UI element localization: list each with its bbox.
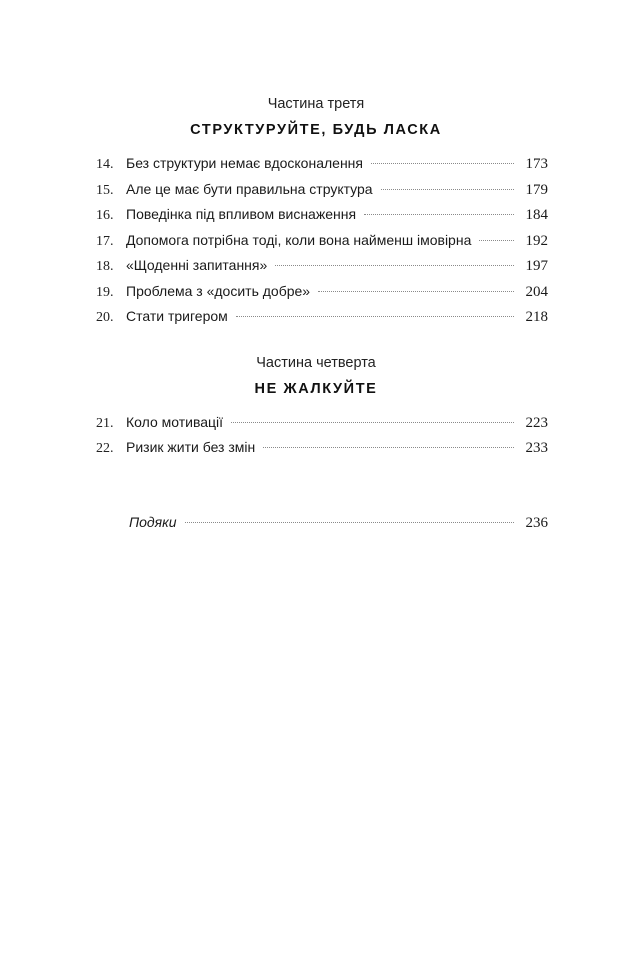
page-number: 223 [525, 415, 548, 431]
page-number: 233 [525, 440, 548, 456]
part-label: Частина третя [267, 96, 365, 112]
chapter-number: 20. [96, 310, 114, 325]
toc-entry[interactable] [96, 155, 548, 175]
page-number: 236 [525, 515, 548, 531]
part-title: СТРУКТУРУЙТЕ, БУДЬ ЛАСКА [190, 122, 442, 138]
chapter-number: 21. [96, 416, 114, 431]
chapter-title: Допомога потрібна тоді, коли вона найменш імовірна [126, 232, 472, 248]
dot-leader [236, 315, 514, 317]
toc-entry[interactable] [96, 283, 548, 303]
chapter-number: 22. [96, 441, 114, 456]
toc-entry-acknowledgements[interactable] [96, 514, 548, 534]
acknowledgements-title: Подяки [129, 514, 177, 530]
chapter-number: 15. [96, 183, 114, 198]
dot-leader [364, 213, 514, 215]
toc-entry[interactable] [96, 181, 548, 201]
toc-entry[interactable] [96, 414, 548, 434]
chapter-number: 18. [96, 259, 114, 274]
page-number: 197 [525, 258, 548, 274]
toc-entry[interactable] [96, 308, 548, 328]
page-number: 173 [525, 156, 548, 172]
page-number: 192 [525, 233, 548, 249]
page-number: 204 [525, 284, 548, 300]
toc-entry[interactable] [96, 257, 548, 277]
chapter-number: 16. [96, 208, 114, 223]
dot-leader [231, 421, 514, 423]
chapter-title: Проблема з «досить добре» [126, 283, 311, 299]
page-number: 218 [525, 309, 548, 325]
toc-entry[interactable] [96, 232, 548, 252]
chapter-title: «Щоденні запитання» [126, 257, 268, 273]
chapter-title: Але це має бути правильна структура [126, 181, 373, 197]
dot-leader [185, 521, 514, 523]
chapter-title: Без структури немає вдосконалення [126, 155, 363, 171]
page-number: 179 [525, 182, 548, 198]
toc-entry[interactable] [96, 439, 548, 459]
chapter-title: Стати тригером [126, 308, 228, 324]
chapter-title: Поведінка під впливом виснаження [126, 206, 357, 222]
dot-leader [263, 446, 514, 448]
dot-leader [275, 264, 514, 266]
chapter-number: 14. [96, 157, 114, 172]
part-label: Частина четверта [256, 355, 376, 371]
chapter-title: Коло мотивації [126, 414, 224, 430]
part-title: НЕ ЖАЛКУЙТЕ [254, 381, 378, 397]
page-number: 184 [525, 207, 548, 223]
dot-leader [318, 290, 514, 292]
chapter-number: 19. [96, 285, 114, 300]
toc-entry[interactable] [96, 206, 548, 226]
dot-leader [381, 188, 514, 190]
chapter-number: 17. [96, 234, 114, 249]
dot-leader [371, 162, 514, 164]
dot-leader [479, 239, 514, 241]
chapter-title: Ризик жити без змін [126, 439, 256, 455]
